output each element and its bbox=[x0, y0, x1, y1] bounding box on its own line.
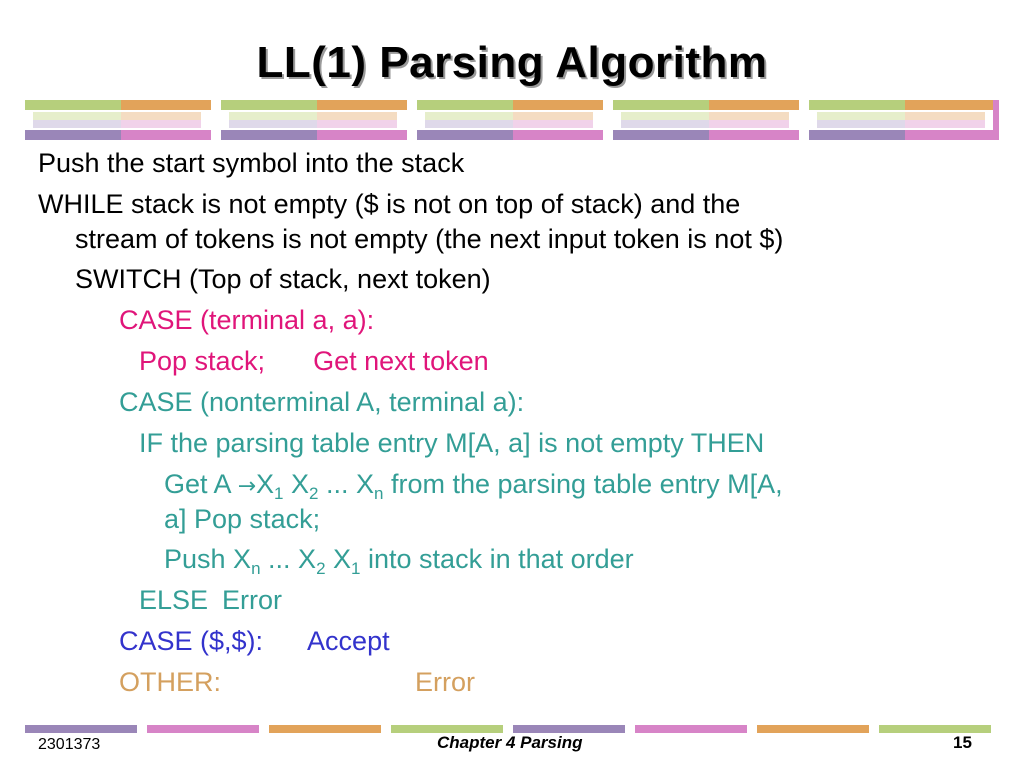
get-next-token-text: Get next token bbox=[313, 346, 489, 376]
sub-2: 2 bbox=[316, 559, 326, 578]
chapter-label: Chapter 4 Parsing bbox=[437, 733, 583, 752]
get-text: Get A bbox=[164, 469, 238, 499]
else-text: ELSE bbox=[139, 585, 209, 615]
line-while: WHILE stack is not empty ($ is not on top of stack) and the bbox=[38, 189, 741, 219]
page-number: 15 bbox=[953, 733, 972, 752]
arrow-icon: → bbox=[237, 474, 256, 499]
error-text: Error bbox=[415, 667, 476, 697]
line-else bbox=[139, 584, 282, 616]
x1-text: X bbox=[325, 544, 352, 574]
line-pop-stack bbox=[139, 345, 489, 377]
line-case-accept bbox=[119, 625, 390, 657]
pop-stack-text: Pop stack; bbox=[139, 346, 266, 376]
x2-text: X bbox=[283, 469, 309, 499]
order-text: into stack in that order bbox=[360, 544, 634, 574]
sub-1: 1 bbox=[274, 484, 284, 503]
line-pop-stack-2: a] Pop stack; bbox=[164, 504, 321, 534]
case-dollar-text: CASE ($,$): bbox=[119, 626, 264, 656]
push-text: Push X bbox=[164, 544, 252, 574]
sub-n: n bbox=[251, 559, 261, 578]
sub-1: 1 bbox=[351, 559, 361, 578]
x2-text: ... X bbox=[260, 544, 317, 574]
line-case-terminal: CASE (terminal a, a): bbox=[119, 305, 375, 335]
accept-text: Accept bbox=[307, 626, 390, 656]
decorative-band bbox=[25, 100, 999, 140]
line-push-production bbox=[164, 543, 634, 578]
sub-2: 2 bbox=[309, 484, 319, 503]
error-text: Error bbox=[222, 585, 283, 615]
line-push-start: Push the start symbol into the stack bbox=[38, 148, 465, 178]
x-text: X bbox=[256, 469, 275, 499]
sub-n: n bbox=[374, 484, 384, 503]
line-while-cont: stream of tokens is not empty (the next input token is not $) bbox=[75, 224, 784, 254]
xn-text: ... X bbox=[318, 469, 374, 499]
course-number: 2301373 bbox=[38, 736, 101, 753]
line-other bbox=[119, 666, 475, 698]
other-text: OTHER: bbox=[119, 667, 222, 697]
line-if: IF the parsing table entry M[A, a] is not empty THEN bbox=[139, 428, 765, 458]
line-switch: SWITCH (Top of stack, next token) bbox=[75, 264, 491, 294]
slide-title: LL(1) Parsing Algorithm bbox=[256, 38, 768, 87]
line-case-nonterminal: CASE (nonterminal A, terminal a): bbox=[119, 387, 525, 417]
footer-band bbox=[25, 725, 999, 733]
line-get-production bbox=[164, 468, 783, 503]
table-entry-text: from the parsing table entry M[A, bbox=[383, 469, 783, 499]
